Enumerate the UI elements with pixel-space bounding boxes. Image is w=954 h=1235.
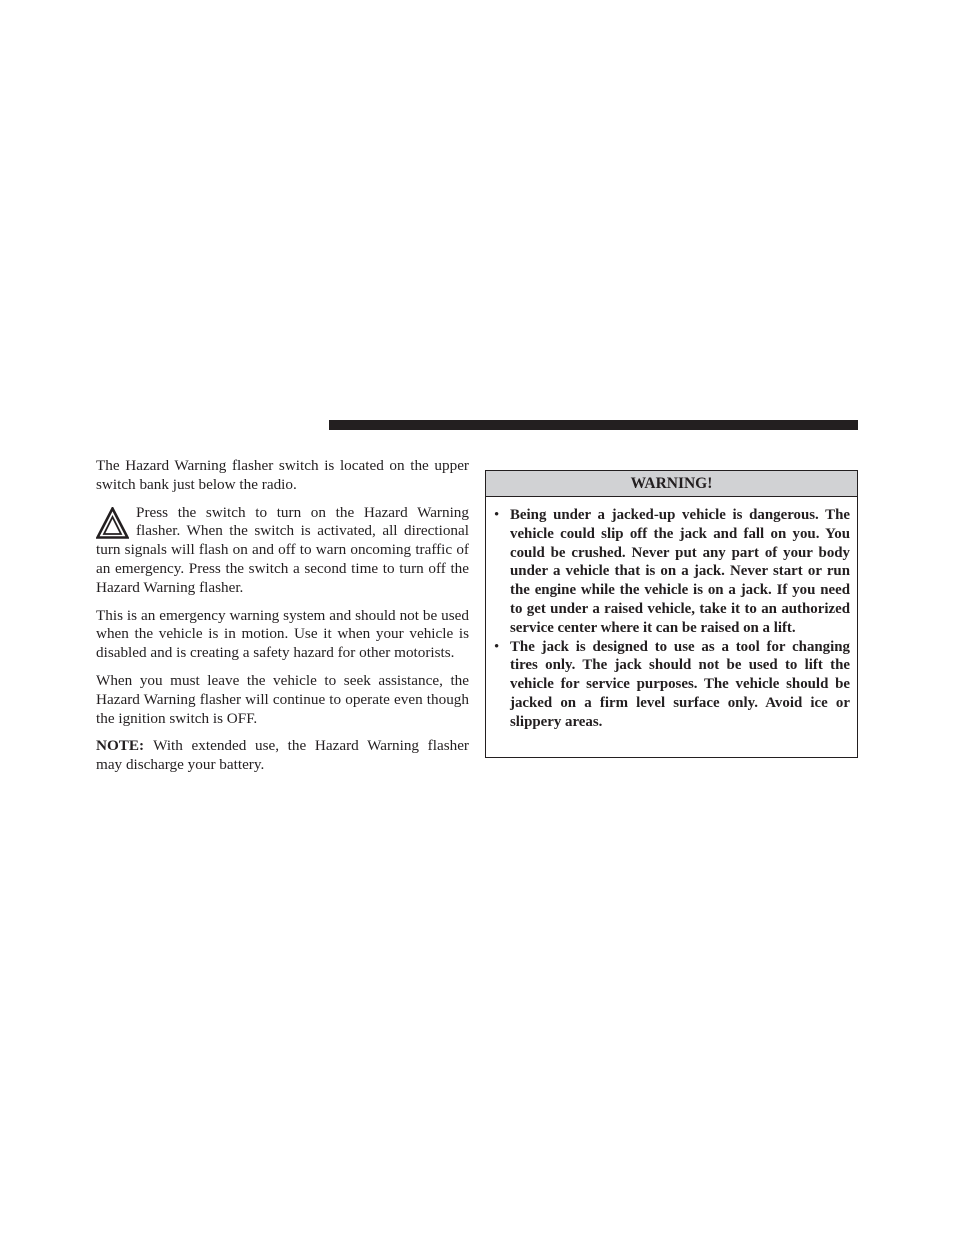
section-header-rule [329,420,858,430]
warning-title: WARNING! [486,471,857,497]
paragraph-press-switch [96,504,469,598]
bullet-icon: • [494,638,500,655]
warning-item [494,506,850,638]
warning-item [494,638,850,732]
bullet-icon: • [494,507,500,523]
hazard-warning-triangle-icon [96,507,129,539]
warning-item-text: The jack is designed to use as a tool for changing tires only. The jack should not be used to lift the vehicle for service purposes. The vehicle should be jacked on a firm level surface only. Avoid ice or slippery areas. [510,638,850,730]
main-text-column [96,457,469,784]
note-label: NOTE: [96,737,145,755]
paragraph-emergency-system: This is an emergency warning system and should not be used when the vehicle is in motion. Use it when your vehicle is disabled and is creating a safety hazard for other motorists. [96,606,469,662]
paragraph-press-switch-text: Press the switch to turn on the Hazard Warning flasher. When the switch is activated, all directional turn signals will flash on and off to warn oncoming traffic of an emergency. Press the switch a second time to turn off the Hazard Warning flasher. [96,503,469,596]
paragraph-switch-location: The Hazard Warning flasher switch is located on the upper switch bank just below the radio. [96,457,469,493]
warning-item-text: Being under a jacked-up vehicle is dangerous. The vehicle could slip off the jack and fall on you. You could be crushed. Never put any part of your body under a vehicle that is on a jack. Never start or run the engine while the vehicle is on a jack. If you need to get under a raised vehicle, take it to an authorized service center where it can be raised on a lift. [510,507,850,636]
note-text: With extended use, the Hazard Warning flasher may discharge your battery. [96,737,469,774]
paragraph-leave-vehicle: When you must leave the vehicle to seek assistance, the Hazard Warning flasher will continue to operate even though the ignition switch is OFF. [96,671,469,727]
warning-box [485,470,858,758]
note-paragraph [96,737,469,775]
warning-list [486,497,857,732]
